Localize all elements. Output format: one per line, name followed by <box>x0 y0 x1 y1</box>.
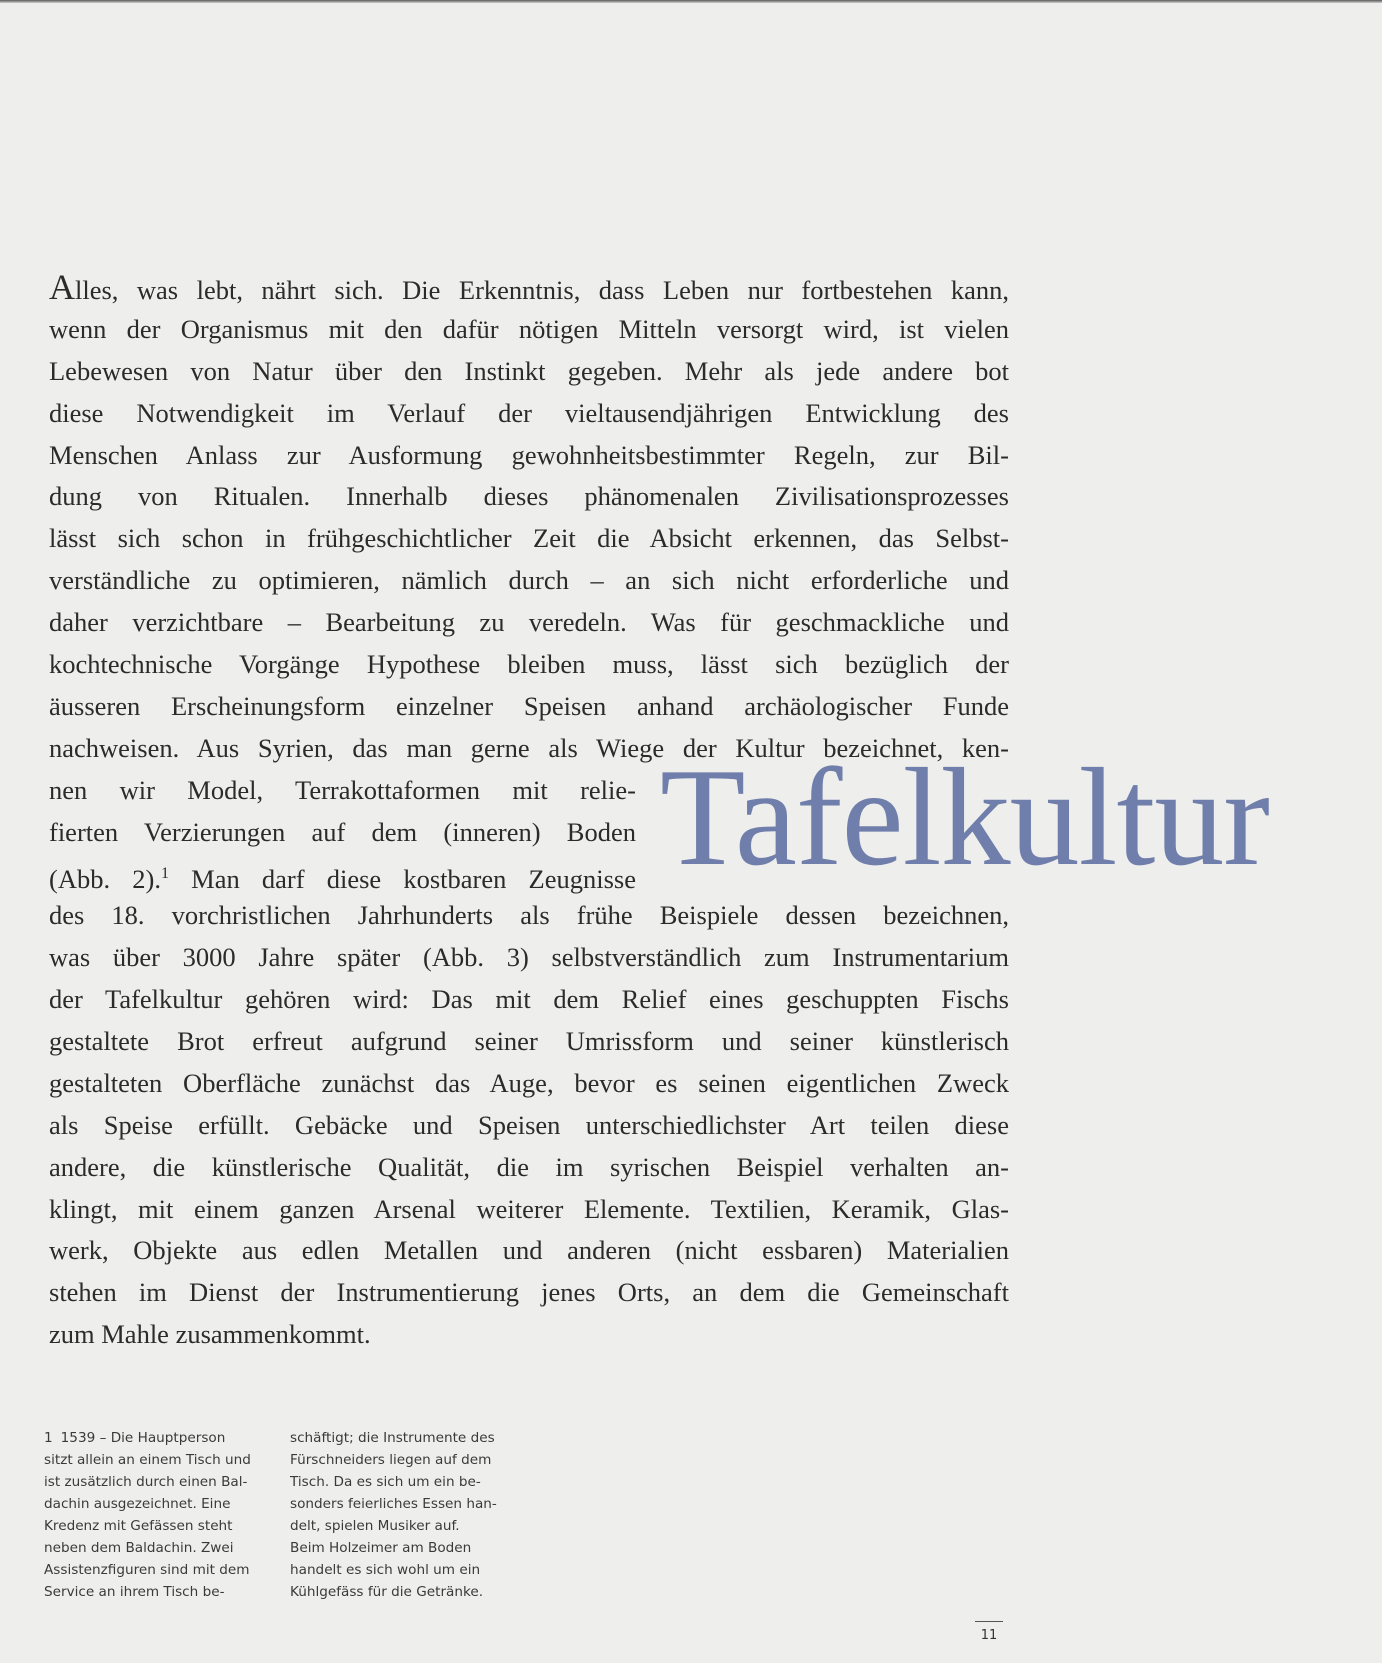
footnote-line: Service an ihrem Tisch be- <box>44 1584 225 1600</box>
feature-title: Tafelkultur <box>660 740 1269 895</box>
body-line: kochtechnische Vorgänge Hypothese bleiben muss, lässt sich bezüglich der <box>49 649 1009 680</box>
footnote-line: Tisch. Da es sich um ein be- <box>290 1474 481 1490</box>
body-line: des 18. vorchristlichen Jahrhunderts als frühe Beispiele dessen bezeichnen, <box>49 900 1009 931</box>
footnote-line: schäftigt; die Instrumente des <box>290 1430 495 1446</box>
body-line: als Speise erfüllt. Gebäcke und Speisen unterschiedlichster Art teilen diese <box>49 1109 1009 1140</box>
footnote-line: sitzt allein an einem Tisch und <box>44 1452 251 1468</box>
body-line: der Tafelkultur gehören wird: Das mit dem Relief eines geschuppten Fischs <box>49 984 1009 1015</box>
footnote-line: dachin ausgezeichnet. Eine <box>44 1496 231 1512</box>
body-line: werk, Objekte aus edlen Metallen und anderen (nicht essbaren) Materialien <box>49 1235 1009 1266</box>
footnote-line: Kühlgefäss für die Getränke. <box>290 1584 484 1600</box>
footnote-line: sonders feierliches Essen han- <box>290 1496 497 1512</box>
body-line: klingt, mit einem ganzen Arsenal weiterer Elemente. Textilien, Keramik, Glas- <box>49 1193 1009 1224</box>
footnote-line: Kredenz mit Gefässen steht <box>44 1518 233 1534</box>
body-line: nen wir Model, Terrakottaformen mit relie- <box>49 774 636 805</box>
body-line: wenn der Organismus mit den dafür nötigen Mitteln versorgt wird, ist vielen <box>49 313 1009 344</box>
footnote-column-1 <box>44 1427 251 1603</box>
body-line: äusseren Erscheinungsform einzelner Speisen anhand archäologischer Funde <box>49 690 1009 721</box>
body-line: Menschen Anlass zur Ausformung gewohnheitsbestimmter Regeln, zur Bil- <box>49 439 1009 470</box>
body-line: lässt sich schon in frühgeschichtlicher Zeit die Absicht erkennen, das Selbst- <box>49 523 1009 554</box>
page-number: 11 <box>980 1628 998 1643</box>
footnote-line: Assistenzfiguren sind mit dem <box>44 1562 250 1578</box>
body-line: zum Mahle zusammenkommt. <box>49 1319 371 1350</box>
footnote-column-2 <box>290 1427 497 1603</box>
body-line: daher verzichtbare – Bearbeitung zu veredeln. Was für geschmackliche und <box>49 607 1009 638</box>
body-line: Alles, was lebt, nährt sich. Die Erkenntnis, dass Leben nur fortbestehen kann, <box>49 267 1009 307</box>
body-line: (Abb. 2).$^1$ Man darf diese kostbaren Zeugnisse <box>49 864 636 895</box>
footnote-line: Fürschneiders liegen auf dem <box>290 1452 492 1468</box>
body-line: gestaltete Brot erfreut aufgrund seiner Umrissform und seiner künstlerisch <box>49 1026 1009 1057</box>
drop-cap: A <box>49 267 75 307</box>
body-line: nachweisen. Aus Syrien, das man gerne als Wiege der Kultur bezeichnet, ken- <box>49 732 1009 763</box>
body-line: andere, die künstlerische Qualität, die im syrischen Beispiel verhalten an- <box>49 1151 1009 1182</box>
footnote-reference: 1 <box>160 865 169 883</box>
body-line: gestalteten Oberfläche zunächst das Auge, bevor es seinen eigentlichen Zweck <box>49 1067 1009 1098</box>
footnote-line: Beim Holzeimer am Boden <box>290 1540 472 1556</box>
footnote-number: 1 <box>44 1430 53 1446</box>
page-top-edge <box>0 0 1382 3</box>
body-line: Lebewesen von Natur über den Instinkt gegeben. Mehr als jede andere bot <box>49 355 1009 386</box>
body-line: verständliche zu optimieren, nämlich durch – an sich nicht erforderliche und <box>49 565 1009 596</box>
body-line: dung von Ritualen. Innerhalb dieses phänomenalen Zivilisationsprozesses <box>49 481 1009 512</box>
page-number-rule <box>975 1621 1003 1622</box>
footnote-line: ist zusätzlich durch einen Bal- <box>44 1474 248 1490</box>
body-line: was über 3000 Jahre später (Abb. 3) selbstverständlich zum Instrumentarium <box>49 942 1009 973</box>
footnote-line: 1 1539 – Die Hauptperson <box>44 1430 226 1446</box>
body-line: diese Notwendigkeit im Verlauf der vieltausendjährigen Entwicklung des <box>49 397 1009 428</box>
footnote-line: handelt es sich wohl um ein <box>290 1562 481 1578</box>
body-line: stehen im Dienst der Instrumentierung jenes Orts, an dem die Gemeinschaft <box>49 1277 1009 1308</box>
footnote-line: delt, spielen Musiker auf. <box>290 1518 460 1534</box>
footnote-line: neben dem Baldachin. Zwei <box>44 1540 234 1556</box>
body-line: fierten Verzierungen auf dem (inneren) Boden <box>49 816 636 847</box>
